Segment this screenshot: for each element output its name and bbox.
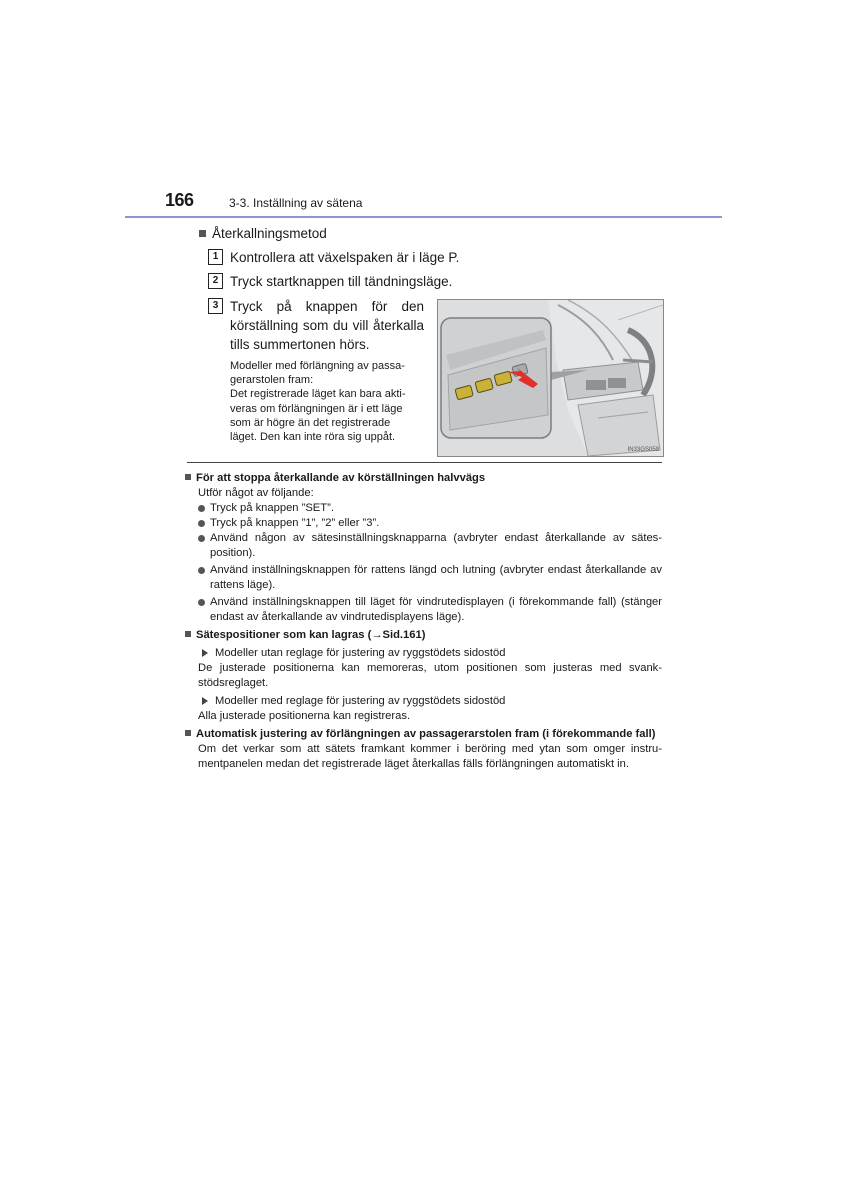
auto-heading [185, 727, 662, 742]
step-line: körställning som du vill återkalla [230, 318, 424, 333]
list-item-text: Modeller med reglage för justering av ryggstödets sidostöd [215, 695, 506, 707]
figure-code: IN33GS059 [627, 447, 659, 453]
auto-heading-text: Automatisk justering av förlängningen av passagerarstolen fram (i förekommande fall) [196, 728, 656, 740]
bullet-dot-icon [198, 520, 205, 527]
note-line: Modeller med förlängning av passa- [230, 360, 405, 372]
note-line: Det registrerade läget kan bara akti- [230, 388, 406, 401]
section-title: 3-3. Inställning av sätena [229, 196, 363, 210]
step-line: tills summertonen hörs. [230, 337, 370, 352]
step-text [230, 297, 424, 354]
square-bullet-icon [185, 474, 191, 480]
step-number: 1 [208, 249, 223, 265]
bullet-dot-icon [198, 505, 205, 512]
auto-text: Om det verkar som att sätets framkant kommer i beröring med ytan som omger instru-mentpanelen medan det registrerade läget återkallas fälls förlängningen automatiskt in. [198, 743, 662, 770]
door-panel-drawing [438, 300, 663, 456]
note-line: läget. Den kan inte röra sig uppåt. [230, 431, 396, 444]
list-item-text: Använd någon av sätesinställningsknapparna (avbryter endast återkallande av sätes-position). [210, 532, 662, 559]
stop-intro: Utför något av följande: [198, 487, 314, 499]
positions-text-1: De justerade positionerna kan memoreras, utom positionen som justeras med svank-stödsreglaget. [198, 662, 662, 689]
positions-text-2: Alla justerade positionerna kan registreras. [198, 710, 411, 722]
step-number: 2 [208, 273, 223, 289]
list-item [185, 595, 662, 625]
bullet-dot-icon [198, 535, 205, 542]
step-text: Kontrollera att växelspaken är i läge P. [230, 250, 460, 265]
list-item [185, 646, 662, 661]
note-line: gerarstolen fram: [230, 374, 314, 387]
step-text: Tryck startknappen till tändningsläge. [230, 274, 453, 289]
recall-heading-text: Återkallningsmetod [212, 226, 327, 241]
step-number: 3 [208, 298, 223, 314]
step-line: Tryck på knappen för den [230, 299, 424, 314]
list-item [185, 694, 662, 709]
list-item [185, 516, 662, 531]
list-item-text: Tryck på knappen ”SET”. [210, 502, 334, 514]
list-item-text: Modeller utan reglage för justering av ryggstödets sidostöd [215, 647, 506, 659]
recall-heading [199, 226, 327, 241]
list-item-text: Tryck på knappen ”1”, ”2” eller ”3”. [210, 517, 380, 529]
positions-heading-text: Sätespositioner som kan lagras (→Sid.161) [196, 629, 426, 641]
square-bullet-icon [185, 730, 191, 736]
separator-rule [187, 462, 662, 463]
stop-recall-section [185, 471, 662, 772]
note-line: veras om förlängningen är i ett läge [230, 402, 403, 415]
positions-heading [185, 628, 662, 643]
list-item [185, 531, 662, 561]
list-item [185, 501, 662, 516]
stop-heading [185, 471, 662, 486]
bullet-dot-icon [198, 599, 205, 606]
note-line: som är högre än det registrerade [230, 416, 391, 429]
page-number: 166 [165, 190, 194, 210]
header-rule [125, 216, 722, 218]
memory-buttons-illustration [437, 299, 664, 457]
triangle-bullet-icon [202, 649, 208, 657]
extension-note [230, 359, 424, 444]
list-item [185, 563, 662, 593]
bullet-dot-icon [198, 567, 205, 574]
triangle-bullet-icon [202, 697, 208, 705]
list-item-text: Använd inställningsknappen till läget för vindrutedisplayen (i förekommande fall) (stänger endast av återkallande av vindrutedisplayens läge). [210, 596, 662, 623]
stop-heading-text: För att stoppa återkallande av körställningen halvvägs [196, 472, 486, 484]
square-bullet-icon [185, 631, 191, 637]
square-bullet-icon [199, 230, 206, 237]
list-item-text: Använd inställningsknappen för rattens längd och lutning (avbryter endast återkallande av rattens läge). [210, 564, 662, 591]
